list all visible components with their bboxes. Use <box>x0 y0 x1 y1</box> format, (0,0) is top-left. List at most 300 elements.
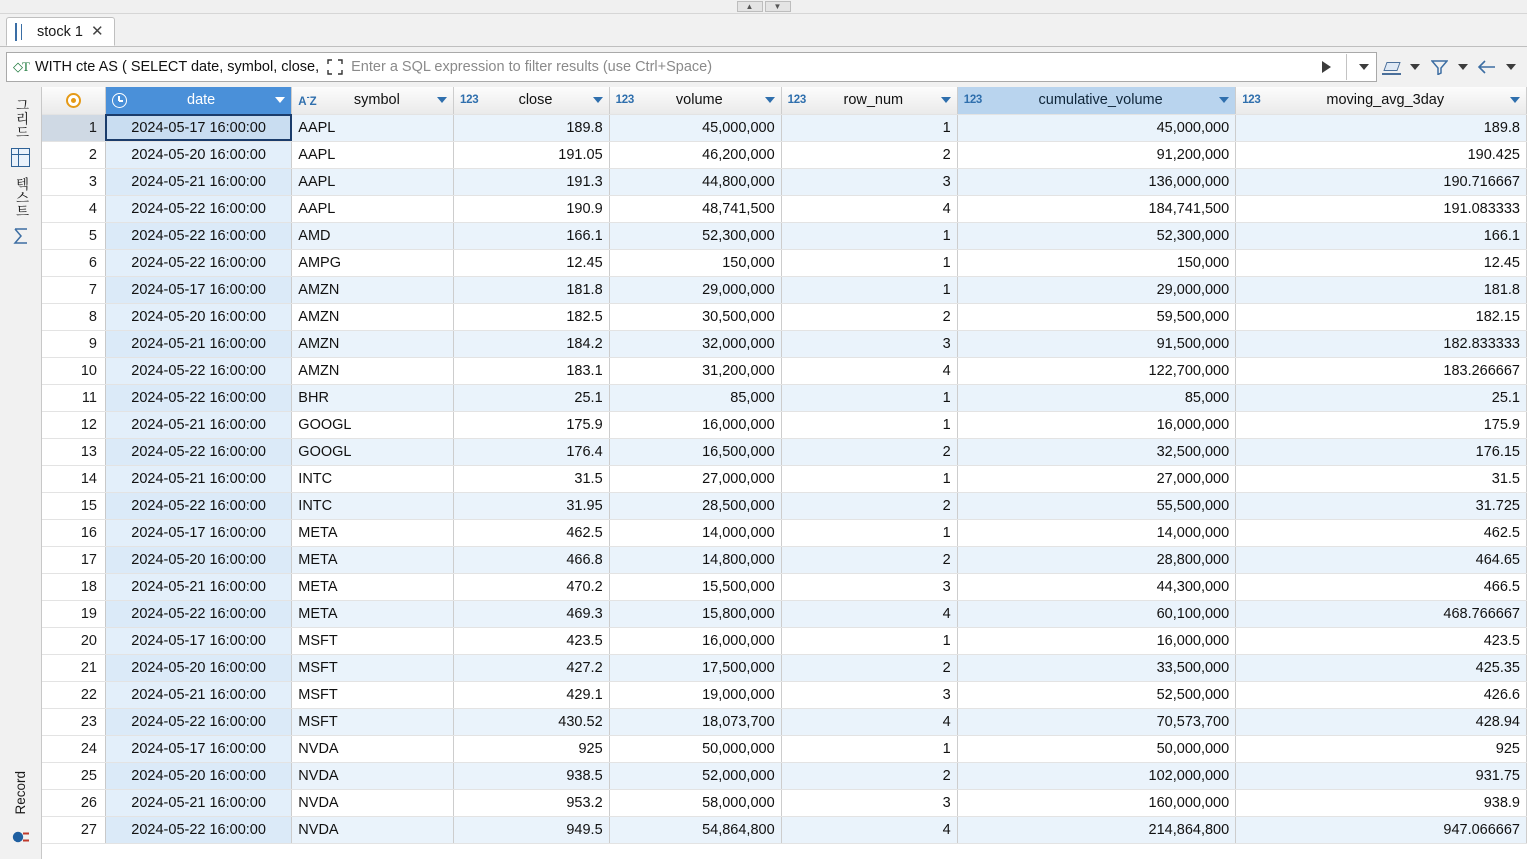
row-number-cell[interactable]: 2 <box>42 141 105 168</box>
grid-view-icon[interactable] <box>10 147 32 169</box>
cell-volume[interactable]: 52,000,000 <box>609 762 781 789</box>
tab-bar <box>0 14 1527 47</box>
cell-moving-avg-3day[interactable]: 12.45 <box>1236 249 1527 276</box>
row-number-cell[interactable]: 27 <box>42 816 105 843</box>
cell-cumulative-volume[interactable]: 33,500,000 <box>957 654 1235 681</box>
collapse-up-button[interactable]: ▲ <box>737 1 763 12</box>
cell-moving-avg-3day[interactable]: 466.5 <box>1236 573 1527 600</box>
cell-moving-avg-3day[interactable]: 426.6 <box>1236 681 1527 708</box>
row-number-cell[interactable]: 26 <box>42 789 105 816</box>
row-number-cell[interactable]: 6 <box>42 249 105 276</box>
column-label: volume <box>675 92 723 109</box>
row-number-cell[interactable]: 19 <box>42 600 105 627</box>
cell-symbol[interactable]: NVDA <box>292 816 454 843</box>
cell-date[interactable]: 2024-05-17 16:00:00 <box>105 519 291 546</box>
table-row[interactable] <box>42 492 1527 519</box>
filter-settings-dropdown[interactable] <box>1453 53 1473 81</box>
filter-toolbar <box>0 47 1527 87</box>
cell-date[interactable]: 2024-05-22 16:00:00 <box>105 222 291 249</box>
cell-close[interactable]: 182.5 <box>454 303 610 330</box>
cell-close[interactable]: 190.9 <box>454 195 610 222</box>
cell-moving-avg-3day[interactable]: 181.8 <box>1236 276 1527 303</box>
expand-icon[interactable] <box>325 57 345 77</box>
funnel-icon <box>1431 59 1448 75</box>
cell-cumulative-volume[interactable]: 52,300,000 <box>957 222 1235 249</box>
row-number-cell[interactable]: 14 <box>42 465 105 492</box>
cell-moving-avg-3day[interactable]: 423.5 <box>1236 627 1527 654</box>
cell-symbol[interactable]: META <box>292 573 454 600</box>
cell-volume[interactable]: 17,500,000 <box>609 654 781 681</box>
cell-moving-avg-3day[interactable]: 25.1 <box>1236 384 1527 411</box>
splitter-handle[interactable] <box>737 1 791 12</box>
cell-cumulative-volume[interactable]: 32,500,000 <box>957 438 1235 465</box>
cell-row-num[interactable]: 3 <box>781 330 957 357</box>
cell-date[interactable]: 2024-05-20 16:00:00 <box>105 303 291 330</box>
table-row[interactable] <box>42 708 1527 735</box>
cell-date[interactable]: 2024-05-22 16:00:00 <box>105 492 291 519</box>
cell-date[interactable]: 2024-05-17 16:00:00 <box>105 627 291 654</box>
chevron-down-icon[interactable] <box>275 97 285 103</box>
table-row[interactable] <box>42 627 1527 654</box>
cell-date[interactable]: 2024-05-21 16:00:00 <box>105 789 291 816</box>
chevron-down-icon[interactable] <box>1219 97 1229 103</box>
cell-cumulative-volume[interactable]: 214,864,800 <box>957 816 1235 843</box>
cell-date[interactable]: 2024-05-22 16:00:00 <box>105 438 291 465</box>
table-row[interactable] <box>42 762 1527 789</box>
cell-close[interactable]: 470.2 <box>454 573 610 600</box>
cell-date[interactable]: 2024-05-20 16:00:00 <box>105 654 291 681</box>
chevron-down-icon <box>1359 64 1369 70</box>
cell-close[interactable]: 423.5 <box>454 627 610 654</box>
cell-volume[interactable]: 58,000,000 <box>609 789 781 816</box>
cell-volume[interactable]: 16,000,000 <box>609 627 781 654</box>
table-row[interactable] <box>42 357 1527 384</box>
panel-splitter[interactable] <box>0 0 1527 14</box>
cell-date[interactable]: 2024-05-22 16:00:00 <box>105 816 291 843</box>
chevron-down-icon[interactable] <box>593 97 603 103</box>
cell-cumulative-volume[interactable]: 44,300,000 <box>957 573 1235 600</box>
side-toolbar <box>0 87 42 859</box>
cell-row-num[interactable]: 1 <box>781 411 957 438</box>
row-number-cell[interactable]: 1 <box>42 114 105 141</box>
cell-date[interactable]: 2024-05-22 16:00:00 <box>105 600 291 627</box>
clear-filter-dropdown[interactable] <box>1405 53 1425 81</box>
table-row[interactable] <box>42 789 1527 816</box>
cell-cumulative-volume[interactable]: 16,000,000 <box>957 411 1235 438</box>
cell-moving-avg-3day[interactable]: 464.65 <box>1236 546 1527 573</box>
cell-date[interactable]: 2024-05-20 16:00:00 <box>105 762 291 789</box>
cell-symbol[interactable]: GOOGL <box>292 438 454 465</box>
numeric-type-badge: 123 <box>460 94 479 107</box>
cell-cumulative-volume[interactable]: 59,500,000 <box>957 303 1235 330</box>
cell-date[interactable]: 2024-05-21 16:00:00 <box>105 465 291 492</box>
cell-row-num[interactable]: 1 <box>781 735 957 762</box>
cell-close[interactable]: 469.3 <box>454 600 610 627</box>
cell-volume[interactable]: 16,000,000 <box>609 411 781 438</box>
cell-volume[interactable]: 85,000 <box>609 384 781 411</box>
cell-row-num[interactable]: 1 <box>781 465 957 492</box>
row-number-cell[interactable]: 18 <box>42 573 105 600</box>
table-row[interactable] <box>42 654 1527 681</box>
cell-row-num[interactable]: 3 <box>781 168 957 195</box>
row-number-cell[interactable]: 4 <box>42 195 105 222</box>
cell-moving-avg-3day[interactable]: 190.425 <box>1236 141 1527 168</box>
cell-date[interactable]: 2024-05-21 16:00:00 <box>105 168 291 195</box>
sql-filter-input[interactable] <box>6 52 1377 82</box>
cell-moving-avg-3day[interactable]: 425.35 <box>1236 654 1527 681</box>
row-number-cell[interactable]: 13 <box>42 438 105 465</box>
cell-cumulative-volume[interactable]: 160,000,000 <box>957 789 1235 816</box>
cell-row-num[interactable]: 1 <box>781 222 957 249</box>
cell-volume[interactable]: 28,500,000 <box>609 492 781 519</box>
cell-row-num[interactable]: 2 <box>781 303 957 330</box>
cell-row-num[interactable]: 1 <box>781 249 957 276</box>
cell-close[interactable]: 189.8 <box>454 114 610 141</box>
chevron-down-icon[interactable] <box>941 97 951 103</box>
row-number-cell[interactable]: 16 <box>42 519 105 546</box>
cell-symbol[interactable]: MSFT <box>292 654 454 681</box>
cell-date[interactable]: 2024-05-20 16:00:00 <box>105 141 291 168</box>
cell-close[interactable]: 31.95 <box>454 492 610 519</box>
cell-volume[interactable]: 48,741,500 <box>609 195 781 222</box>
cell-volume[interactable]: 54,864,800 <box>609 816 781 843</box>
row-number-cell[interactable]: 11 <box>42 384 105 411</box>
cell-symbol[interactable]: MSFT <box>292 681 454 708</box>
table-row[interactable] <box>42 384 1527 411</box>
cell-moving-avg-3day[interactable]: 31.725 <box>1236 492 1527 519</box>
history-dropdown[interactable] <box>1501 53 1521 81</box>
cell-row-num[interactable]: 2 <box>781 438 957 465</box>
cell-row-num[interactable]: 4 <box>781 708 957 735</box>
cell-volume[interactable]: 52,300,000 <box>609 222 781 249</box>
numeric-type-badge: 123 <box>963 94 983 107</box>
history-back-button[interactable] <box>1473 52 1501 82</box>
cell-moving-avg-3day[interactable]: 31.5 <box>1236 465 1527 492</box>
cell-moving-avg-3day[interactable]: 183.266667 <box>1236 357 1527 384</box>
cell-moving-avg-3day[interactable]: 166.1 <box>1236 222 1527 249</box>
column-header-date[interactable] <box>105 87 291 114</box>
cell-close[interactable]: 176.4 <box>454 438 610 465</box>
cell-symbol[interactable]: BHR <box>292 384 454 411</box>
cell-close[interactable]: 429.1 <box>454 681 610 708</box>
cell-symbol[interactable]: AMZN <box>292 357 454 384</box>
chevron-down-icon[interactable] <box>1510 97 1520 103</box>
cell-volume[interactable]: 14,800,000 <box>609 546 781 573</box>
sidebar-item-text-label[interactable]: 텍스트 <box>13 176 29 217</box>
row-number-cell[interactable]: 25 <box>42 762 105 789</box>
filter-settings-button[interactable] <box>1425 52 1453 82</box>
cell-date[interactable]: 2024-05-22 16:00:00 <box>105 195 291 222</box>
table-row[interactable] <box>42 114 1527 141</box>
cell-date[interactable]: 2024-05-22 16:00:00 <box>105 384 291 411</box>
row-number-cell[interactable]: 24 <box>42 735 105 762</box>
table-row[interactable] <box>42 303 1527 330</box>
cell-moving-avg-3day[interactable]: 182.15 <box>1236 303 1527 330</box>
numeric-type-badge: 123 <box>787 94 806 107</box>
cell-volume[interactable]: 50,000,000 <box>609 735 781 762</box>
cell-date[interactable]: 2024-05-21 16:00:00 <box>105 411 291 438</box>
cell-symbol[interactable]: MSFT <box>292 627 454 654</box>
cell-symbol[interactable]: AAPL <box>292 195 454 222</box>
cell-cumulative-volume[interactable]: 102,000,000 <box>957 762 1235 789</box>
row-number-cell[interactable]: 9 <box>42 330 105 357</box>
row-number-cell[interactable]: 22 <box>42 681 105 708</box>
cell-cumulative-volume[interactable]: 91,500,000 <box>957 330 1235 357</box>
cell-moving-avg-3day[interactable]: 191.083333 <box>1236 195 1527 222</box>
cell-cumulative-volume[interactable]: 14,000,000 <box>957 519 1235 546</box>
cell-cumulative-volume[interactable]: 29,000,000 <box>957 276 1235 303</box>
cell-date[interactable]: 2024-05-17 16:00:00 <box>105 276 291 303</box>
column-header-volume[interactable] <box>609 87 781 114</box>
cell-row-num[interactable]: 1 <box>781 114 957 141</box>
table-row[interactable] <box>42 600 1527 627</box>
row-number-cell[interactable]: 17 <box>42 546 105 573</box>
cell-moving-avg-3day[interactable]: 428.94 <box>1236 708 1527 735</box>
cell-volume[interactable]: 46,200,000 <box>609 141 781 168</box>
cell-row-num[interactable]: 4 <box>781 195 957 222</box>
cell-moving-avg-3day[interactable]: 938.9 <box>1236 789 1527 816</box>
column-header-moving-avg-3day[interactable] <box>1236 87 1527 114</box>
cell-symbol[interactable]: NVDA <box>292 762 454 789</box>
cell-cumulative-volume[interactable]: 28,800,000 <box>957 546 1235 573</box>
cell-cumulative-volume[interactable]: 136,000,000 <box>957 168 1235 195</box>
table-row[interactable] <box>42 546 1527 573</box>
cell-row-num[interactable]: 4 <box>781 816 957 843</box>
cell-volume[interactable]: 44,800,000 <box>609 168 781 195</box>
cell-volume[interactable]: 32,000,000 <box>609 330 781 357</box>
clock-icon <box>112 93 127 108</box>
side-toolbar-bottom <box>0 771 41 853</box>
cell-symbol[interactable]: META <box>292 546 454 573</box>
cell-moving-avg-3day[interactable]: 190.716667 <box>1236 168 1527 195</box>
cell-volume[interactable]: 30,500,000 <box>609 303 781 330</box>
lock-icon[interactable] <box>10 826 32 848</box>
column-header-symbol[interactable] <box>292 87 454 114</box>
table-row[interactable] <box>42 519 1527 546</box>
cell-close[interactable]: 430.52 <box>454 708 610 735</box>
cell-close[interactable]: 949.5 <box>454 816 610 843</box>
cell-date[interactable]: 2024-05-17 16:00:00 <box>105 114 291 141</box>
cell-volume[interactable]: 150,000 <box>609 249 781 276</box>
cell-symbol[interactable]: MSFT <box>292 708 454 735</box>
numeric-type-badge: 123 <box>1242 94 1261 107</box>
cell-volume[interactable]: 31,200,000 <box>609 357 781 384</box>
row-number-cell[interactable]: 8 <box>42 303 105 330</box>
cell-moving-avg-3day[interactable]: 176.15 <box>1236 438 1527 465</box>
cell-moving-avg-3day[interactable]: 462.5 <box>1236 519 1527 546</box>
cell-close[interactable]: 12.45 <box>454 249 610 276</box>
cell-moving-avg-3day[interactable]: 925 <box>1236 735 1527 762</box>
table-row[interactable] <box>42 249 1527 276</box>
tab-label: stock 1 <box>37 23 83 40</box>
cell-symbol[interactable]: META <box>292 519 454 546</box>
cell-volume[interactable]: 14,000,000 <box>609 519 781 546</box>
cell-symbol[interactable]: AAPL <box>292 141 454 168</box>
cell-symbol[interactable]: AMD <box>292 222 454 249</box>
cell-close[interactable]: 191.3 <box>454 168 610 195</box>
cell-moving-avg-3day[interactable]: 189.8 <box>1236 114 1527 141</box>
run-filter-button[interactable] <box>1313 53 1339 81</box>
cell-close[interactable]: 183.1 <box>454 357 610 384</box>
cell-row-num[interactable]: 1 <box>781 627 957 654</box>
play-icon <box>1322 61 1331 73</box>
cell-row-num[interactable]: 2 <box>781 762 957 789</box>
cell-row-num[interactable]: 2 <box>781 492 957 519</box>
cell-volume[interactable]: 19,000,000 <box>609 681 781 708</box>
table-row[interactable] <box>42 141 1527 168</box>
cell-cumulative-volume[interactable]: 16,000,000 <box>957 627 1235 654</box>
cell-close[interactable]: 31.5 <box>454 465 610 492</box>
cell-close[interactable]: 925 <box>454 735 610 762</box>
clear-filter-button[interactable] <box>1377 52 1405 82</box>
cell-symbol[interactable]: AMZN <box>292 303 454 330</box>
row-number-cell[interactable]: 10 <box>42 357 105 384</box>
table-row[interactable] <box>42 681 1527 708</box>
cell-close[interactable]: 184.2 <box>454 330 610 357</box>
cell-moving-avg-3day[interactable]: 931.75 <box>1236 762 1527 789</box>
cell-date[interactable]: 2024-05-17 16:00:00 <box>105 735 291 762</box>
cell-close[interactable]: 25.1 <box>454 384 610 411</box>
table-row[interactable] <box>42 195 1527 222</box>
cell-symbol[interactable]: AMZN <box>292 330 454 357</box>
cell-row-num[interactable]: 1 <box>781 276 957 303</box>
cell-date[interactable]: 2024-05-21 16:00:00 <box>105 681 291 708</box>
cell-cumulative-volume[interactable]: 70,573,700 <box>957 708 1235 735</box>
cell-volume[interactable]: 15,800,000 <box>609 600 781 627</box>
cell-close[interactable]: 166.1 <box>454 222 610 249</box>
table-row[interactable] <box>42 816 1527 843</box>
run-options-dropdown[interactable] <box>1354 53 1374 81</box>
cell-close[interactable]: 938.5 <box>454 762 610 789</box>
collapse-down-button[interactable]: ▼ <box>765 1 791 12</box>
row-number-cell[interactable]: 21 <box>42 654 105 681</box>
cell-moving-avg-3day[interactable]: 468.766667 <box>1236 600 1527 627</box>
row-header-corner[interactable] <box>42 87 105 114</box>
column-header-row-num[interactable] <box>781 87 957 114</box>
cell-volume[interactable]: 18,073,700 <box>609 708 781 735</box>
data-grid[interactable] <box>42 87 1527 859</box>
cell-cumulative-volume[interactable]: 27,000,000 <box>957 465 1235 492</box>
cell-volume[interactable]: 16,500,000 <box>609 438 781 465</box>
cell-row-num[interactable]: 2 <box>781 654 957 681</box>
cell-cumulative-volume[interactable]: 55,500,000 <box>957 492 1235 519</box>
cell-symbol[interactable]: AAPL <box>292 168 454 195</box>
table-row[interactable] <box>42 411 1527 438</box>
table-row[interactable] <box>42 222 1527 249</box>
cell-volume[interactable]: 27,000,000 <box>609 465 781 492</box>
row-number-cell[interactable]: 5 <box>42 222 105 249</box>
cell-close[interactable]: 462.5 <box>454 519 610 546</box>
chevron-down-icon[interactable] <box>437 97 447 103</box>
table-row[interactable] <box>42 573 1527 600</box>
az-sort-icon: A-Z <box>298 92 317 109</box>
column-header-cumulative-volume[interactable] <box>957 87 1235 114</box>
cell-row-num[interactable]: 3 <box>781 789 957 816</box>
cell-moving-avg-3day[interactable]: 175.9 <box>1236 411 1527 438</box>
row-number-cell[interactable]: 3 <box>42 168 105 195</box>
table-header-row <box>42 87 1527 114</box>
cell-volume[interactable]: 45,000,000 <box>609 114 781 141</box>
row-number-cell[interactable]: 20 <box>42 627 105 654</box>
cell-symbol[interactable]: AAPL <box>292 114 454 141</box>
row-number-cell[interactable]: 23 <box>42 708 105 735</box>
cell-row-num[interactable]: 1 <box>781 519 957 546</box>
cell-close[interactable]: 175.9 <box>454 411 610 438</box>
cell-close[interactable]: 466.8 <box>454 546 610 573</box>
row-number-cell[interactable]: 15 <box>42 492 105 519</box>
cell-date[interactable]: 2024-05-21 16:00:00 <box>105 573 291 600</box>
cell-symbol[interactable]: META <box>292 600 454 627</box>
cell-cumulative-volume[interactable]: 91,200,000 <box>957 141 1235 168</box>
cell-symbol[interactable]: NVDA <box>292 735 454 762</box>
cell-symbol[interactable]: GOOGL <box>292 411 454 438</box>
table-row[interactable] <box>42 735 1527 762</box>
cell-cumulative-volume[interactable]: 184,741,500 <box>957 195 1235 222</box>
cell-symbol[interactable]: INTC <box>292 492 454 519</box>
column-label: moving_avg_3day <box>1326 92 1445 109</box>
cell-symbol[interactable]: NVDA <box>292 789 454 816</box>
cell-date[interactable]: 2024-05-21 16:00:00 <box>105 330 291 357</box>
cell-symbol[interactable]: AMZN <box>292 276 454 303</box>
chevron-down-icon[interactable] <box>765 97 775 103</box>
divider <box>1346 54 1347 80</box>
column-label: date <box>187 92 216 109</box>
cell-symbol[interactable]: AMPG <box>292 249 454 276</box>
table-row[interactable] <box>42 465 1527 492</box>
cell-cumulative-volume[interactable]: 150,000 <box>957 249 1235 276</box>
cell-cumulative-volume[interactable]: 45,000,000 <box>957 114 1235 141</box>
cell-close[interactable]: 953.2 <box>454 789 610 816</box>
cell-row-num[interactable]: 2 <box>781 546 957 573</box>
cell-cumulative-volume[interactable]: 122,700,000 <box>957 357 1235 384</box>
tab-stock-1[interactable] <box>6 17 115 46</box>
table-row[interactable] <box>42 438 1527 465</box>
calc-icon[interactable] <box>10 225 32 247</box>
table-row[interactable] <box>42 168 1527 195</box>
cell-row-num[interactable]: 4 <box>781 357 957 384</box>
cell-date[interactable]: 2024-05-22 16:00:00 <box>105 708 291 735</box>
cell-row-num[interactable]: 4 <box>781 600 957 627</box>
cell-date[interactable]: 2024-05-20 16:00:00 <box>105 546 291 573</box>
cell-close[interactable]: 191.05 <box>454 141 610 168</box>
cell-volume[interactable]: 15,500,000 <box>609 573 781 600</box>
table-row[interactable] <box>42 276 1527 303</box>
table-row[interactable] <box>42 330 1527 357</box>
cell-cumulative-volume[interactable]: 50,000,000 <box>957 735 1235 762</box>
cell-date[interactable]: 2024-05-22 16:00:00 <box>105 357 291 384</box>
cell-row-num[interactable]: 3 <box>781 573 957 600</box>
cell-close[interactable]: 181.8 <box>454 276 610 303</box>
cell-volume[interactable]: 29,000,000 <box>609 276 781 303</box>
row-number-cell[interactable]: 12 <box>42 411 105 438</box>
cell-close[interactable]: 427.2 <box>454 654 610 681</box>
column-header-close[interactable] <box>454 87 610 114</box>
cell-cumulative-volume[interactable]: 60,100,000 <box>957 600 1235 627</box>
cell-moving-avg-3day[interactable]: 182.833333 <box>1236 330 1527 357</box>
sidebar-item-grid-label[interactable]: 그리드 <box>13 98 29 139</box>
cell-row-num[interactable]: 1 <box>781 384 957 411</box>
cell-cumulative-volume[interactable]: 52,500,000 <box>957 681 1235 708</box>
cell-date[interactable]: 2024-05-22 16:00:00 <box>105 249 291 276</box>
cell-row-num[interactable]: 2 <box>781 141 957 168</box>
cell-symbol[interactable]: INTC <box>292 465 454 492</box>
close-icon[interactable]: ✕ <box>90 23 104 40</box>
cell-cumulative-volume[interactable]: 85,000 <box>957 384 1235 411</box>
row-number-cell[interactable]: 7 <box>42 276 105 303</box>
cell-moving-avg-3day[interactable]: 947.066667 <box>1236 816 1527 843</box>
cell-row-num[interactable]: 3 <box>781 681 957 708</box>
column-label: symbol <box>353 92 400 109</box>
